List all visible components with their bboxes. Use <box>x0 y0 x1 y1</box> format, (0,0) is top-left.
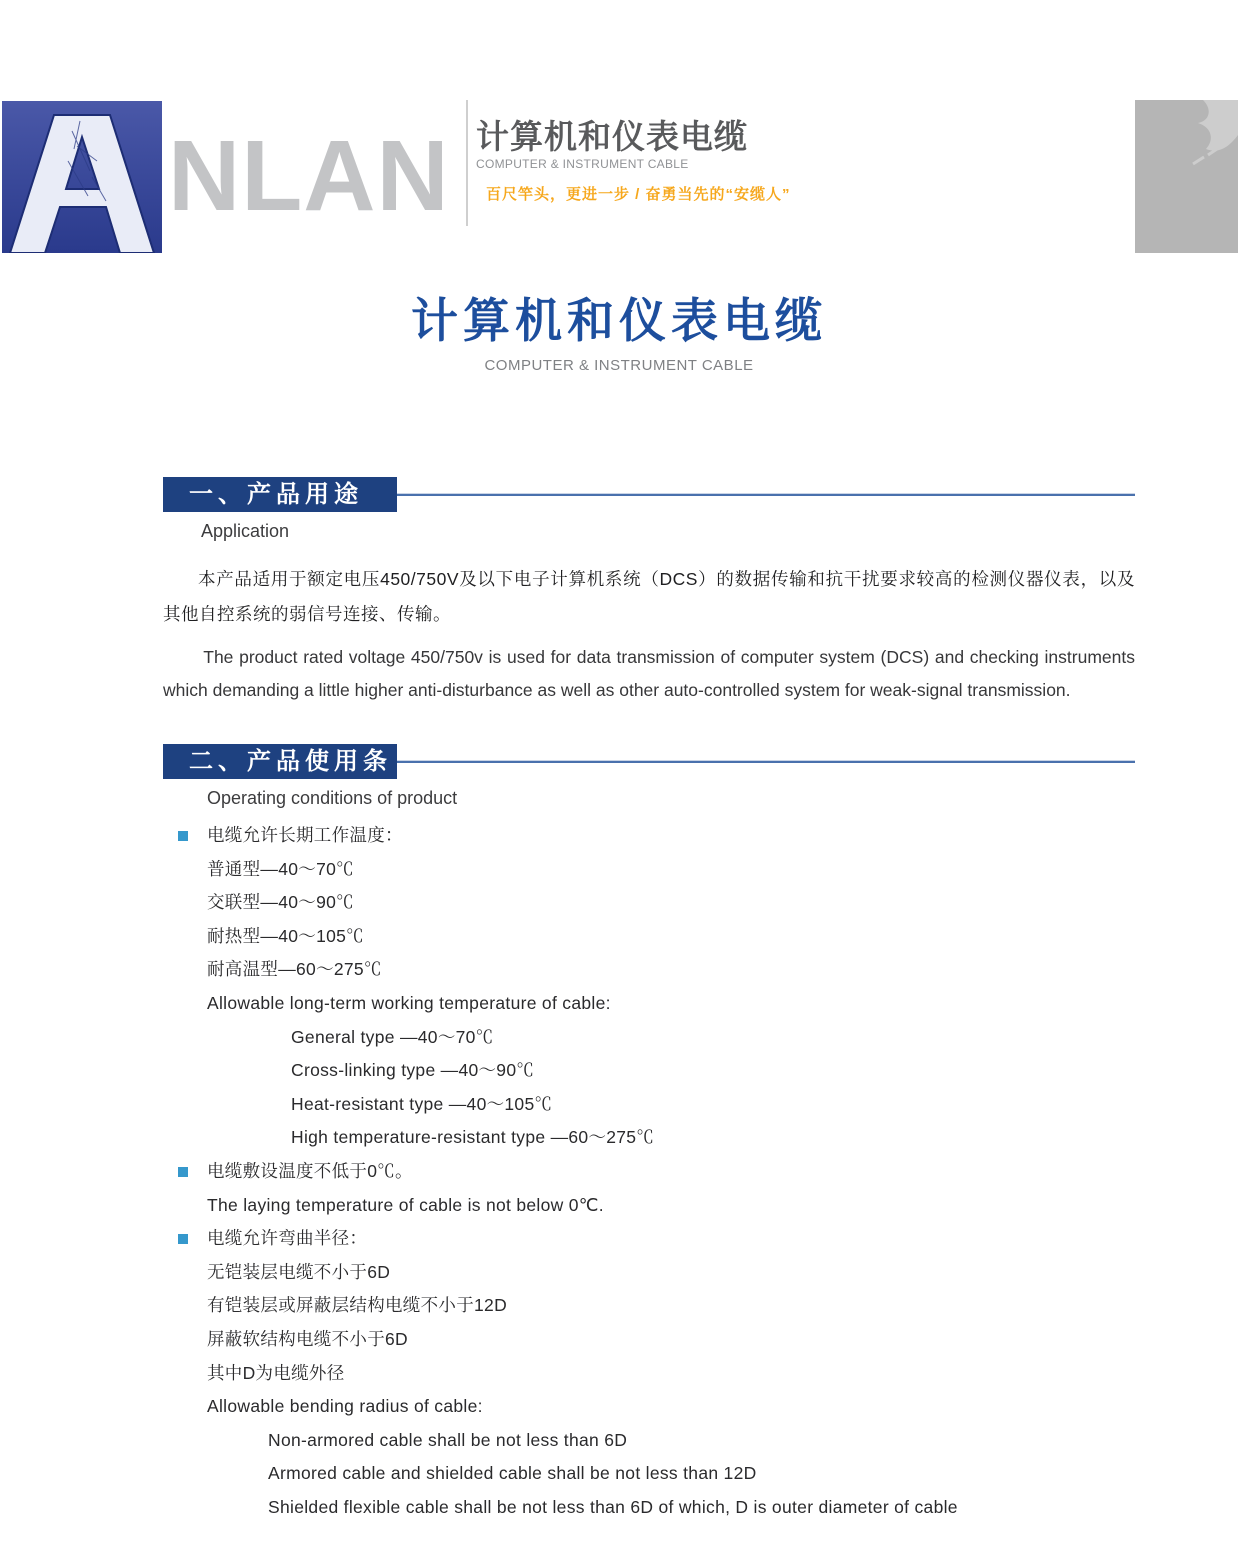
condition-line <box>163 853 1135 887</box>
condition-line <box>163 1121 1135 1155</box>
application-paragraph-en: The product rated voltage 450/750v is used for data transmission of computer system (DCS) and checking instruments which demanding a little higher anti-disturbance as well as other auto-controlled system for weak-signal transmission. <box>163 647 1135 700</box>
condition-text: 有铠装层或屏蔽层结构电缆不小于12D <box>207 1295 508 1316</box>
section-application <box>163 477 1135 707</box>
header-product-title-cn: 计算机和仪表电缆 <box>476 118 748 155</box>
condition-text: Heat-resistant type —40～105℃ <box>291 1093 553 1114</box>
section-badge: 二、产品使用条件 <box>163 744 397 779</box>
condition-text: 其中D为电缆外径 <box>207 1362 345 1383</box>
anlan-logo-mark-icon <box>2 101 162 253</box>
bullet-square-icon <box>178 1167 188 1177</box>
header-product-title-en: COMPUTER & INSTRUMENT CABLE <box>476 157 689 171</box>
logo-a-icon <box>2 101 162 253</box>
application-paragraph-cn: 本产品适用于额定电压450/750V及以下电子计算机系统（DCS）的数据传输和抗干扰要求较高的检测仪器仪表，以及其他自控系统的弱信号连接、传输。 <box>163 569 1135 624</box>
condition-text: The laying temperature of cable is not below 0℃. <box>207 1194 604 1215</box>
condition-line <box>163 1289 1135 1323</box>
section-heading-row <box>163 477 1135 512</box>
condition-line <box>163 987 1135 1021</box>
condition-text: 电缆允许弯曲半径： <box>207 1228 368 1249</box>
condition-line <box>163 920 1135 954</box>
condition-text: 电缆敷设温度不低于0℃。 <box>207 1160 413 1181</box>
condition-text: 屏蔽软结构电缆不小于6D <box>207 1328 408 1349</box>
condition-line <box>163 1357 1135 1391</box>
conditions-list <box>163 819 1135 1524</box>
condition-text: High temperature-resistant type —60～275℃ <box>291 1127 655 1148</box>
condition-line <box>163 953 1135 987</box>
page-subtitle: COMPUTER & INSTRUMENT CABLE <box>484 357 754 374</box>
section-operating-conditions <box>163 744 1135 1524</box>
condition-line <box>163 1424 1135 1458</box>
section-subheading: Application <box>201 521 290 541</box>
brand-header <box>0 0 1238 253</box>
condition-text: Cross-linking type —40～90℃ <box>291 1060 535 1081</box>
condition-line <box>163 1457 1135 1491</box>
bullet-square-icon <box>178 1234 188 1244</box>
condition-line <box>163 1088 1135 1122</box>
condition-line <box>163 1054 1135 1088</box>
condition-text: Armored cable and shielded cable shall be not less than 12D <box>268 1463 757 1484</box>
header-slogan: 百尺竿头，更进一步 / 奋勇当先的“安缆人” <box>486 186 791 203</box>
page-title: 计算机和仪表电缆 <box>411 294 827 347</box>
condition-text: Allowable bending radius of cable: <box>207 1396 483 1417</box>
section-subheading: Operating conditions of product <box>207 788 458 808</box>
section-rule <box>397 760 1135 763</box>
condition-line <box>163 1323 1135 1357</box>
page-title-block <box>0 293 1238 374</box>
condition-text: Non-armored cable shall be not less than 6D <box>268 1429 628 1450</box>
condition-text: 耐高温型—60～275℃ <box>207 959 382 980</box>
section-rule <box>397 493 1135 496</box>
header-divider <box>466 100 468 226</box>
header-text-block <box>476 118 1036 204</box>
condition-text: Allowable long-term working temperature of cable: <box>207 992 611 1013</box>
condition-text: 交联型—40～90℃ <box>207 892 354 913</box>
condition-line <box>163 886 1135 920</box>
logo-wordmark: NLAN <box>168 120 450 232</box>
condition-text: 电缆允许长期工作温度： <box>207 825 403 845</box>
condition-line <box>163 1189 1135 1223</box>
condition-text: Shielded flexible cable shall be not less than 6D of which, D is outer diameter of cable <box>268 1496 958 1517</box>
condition-line <box>163 1222 1135 1256</box>
condition-line <box>163 1390 1135 1424</box>
leaf-icon <box>1135 100 1238 253</box>
condition-text: 无铠装层电缆不小于6D <box>207 1261 391 1282</box>
condition-line <box>163 1491 1135 1525</box>
section-badge: 一、产品用途 <box>163 477 397 512</box>
condition-line <box>163 1155 1135 1189</box>
condition-line <box>163 819 1135 853</box>
condition-line <box>163 1256 1135 1290</box>
condition-text: General type —40～70℃ <box>291 1026 494 1047</box>
bullet-square-icon <box>178 831 188 841</box>
condition-text: 普通型—40～70℃ <box>207 858 354 879</box>
condition-line <box>163 1021 1135 1055</box>
condition-text: 耐热型—40～105℃ <box>207 925 364 946</box>
corner-leaf-graphic-icon <box>1135 100 1238 253</box>
